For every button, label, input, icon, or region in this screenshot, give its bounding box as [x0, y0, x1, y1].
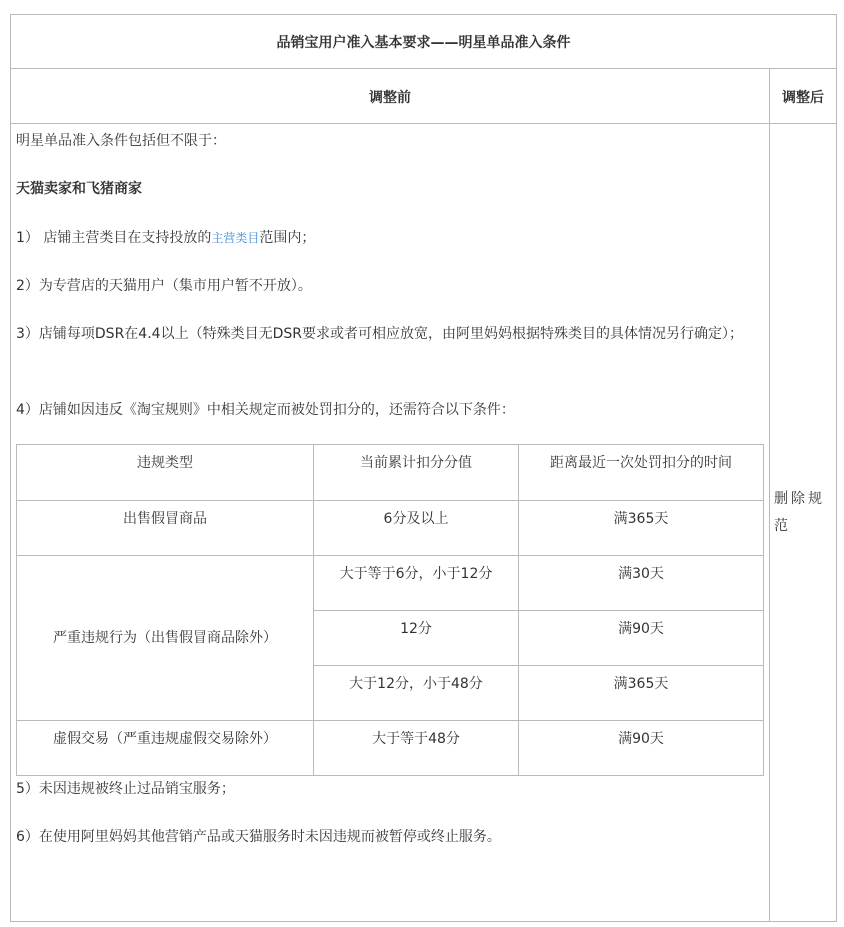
score-value: 大于等于6分，小于12分 — [314, 556, 519, 611]
violation-type: 严重违规行为（出售假冒商品除外） — [17, 556, 314, 721]
column-header: 当前累计扣分分值 — [314, 445, 519, 501]
condition-1-prefix: 1） 店铺主营类目在支持投放的 — [16, 230, 212, 246]
violation-type: 虚假交易（严重违规虚假交易除外） — [17, 721, 314, 776]
column-header: 距离最近一次处罚扣分的时间 — [519, 445, 764, 501]
condition-2: 2）为专营店的天猫用户（集市用户暂不开放）。 — [16, 278, 312, 294]
column-divider — [769, 68, 770, 922]
condition-1 — [16, 224, 764, 252]
page-title: 品销宝用户准入基本要求——明星单品准入条件 — [276, 35, 571, 51]
condition-4: 4）店铺如因违反《淘宝规则》中相关规定而被处罚扣分的，还需符合以下条件： — [16, 402, 515, 418]
main-category-link[interactable]: 主营类目 — [211, 231, 260, 245]
time-value: 满30天 — [519, 556, 764, 611]
condition-5: 5）未因违规被终止过品销宝服务； — [16, 781, 235, 797]
time-value: 满365天 — [519, 666, 764, 721]
seller-heading: 天猫卖家和飞猪商家 — [16, 181, 142, 197]
time-value: 满365天 — [519, 501, 764, 556]
table-row — [17, 556, 764, 611]
condition-1-suffix: 范围内； — [259, 230, 316, 246]
table-row — [17, 501, 764, 556]
header-before: 调整前 — [369, 90, 411, 106]
header-after: 调整后 — [782, 90, 824, 106]
intro-text: 明星单品准入条件包括但不限于： — [16, 133, 226, 149]
time-value: 满90天 — [519, 611, 764, 666]
score-value: 12分 — [314, 611, 519, 666]
score-value: 大于等于48分 — [314, 721, 519, 776]
condition-3: 3）店铺每项DSR在4.4以上（特殊类目无DSR要求或者可相应放宽，由阿里妈妈根据特殊类目的具体情况另行确定）； — [16, 326, 743, 342]
violation-type: 出售假冒商品 — [17, 501, 314, 556]
condition-6: 6）在使用阿里妈妈其他营销产品或天猫服务时未因违规而被暂停或终止服务。 — [16, 829, 501, 845]
table-row — [17, 721, 764, 776]
table-header-row — [17, 445, 764, 501]
column-header: 违规类型 — [17, 445, 314, 501]
time-value: 满90天 — [519, 721, 764, 776]
after-text: 删除规范 — [774, 491, 825, 534]
score-value: 6分及以上 — [314, 501, 519, 556]
penalty-table — [16, 444, 764, 776]
score-value: 大于12分，小于48分 — [314, 666, 519, 721]
